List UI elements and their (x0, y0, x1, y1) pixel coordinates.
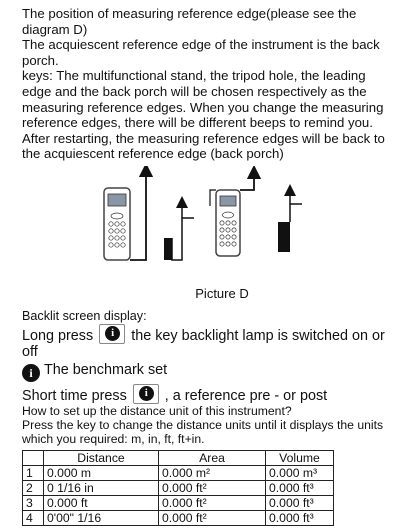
header-cell: Distance (44, 450, 159, 465)
table-header-row (23, 450, 334, 465)
table-cell: 2 (23, 480, 44, 495)
header-cell (23, 450, 44, 465)
info-key-button[interactable] (99, 324, 125, 344)
table-cell: 0.000 ft² (159, 510, 266, 525)
info-key-button[interactable] (133, 384, 159, 404)
device-1-icon (104, 188, 130, 260)
backlit-heading: Backlit screen display: (22, 308, 147, 323)
figure-caption: Picture D (195, 285, 249, 301)
info-icon: i (105, 326, 120, 341)
table-row (23, 465, 334, 480)
intro-paragraph-1: The position of measuring reference edge(please see the diagram D) (22, 6, 357, 37)
info-icon: i (22, 364, 40, 382)
long-press-label: Long press (22, 327, 94, 344)
leading-edge-arrow (240, 172, 254, 190)
back-porch-arrow (130, 170, 146, 260)
table-cell: 0.000 ft³ (266, 495, 334, 510)
table-cell: 3 (23, 495, 44, 510)
table-cell: 0.000 ft³ (266, 480, 334, 495)
table-cell: 4 (23, 510, 44, 525)
header-cell: Area (159, 450, 266, 465)
benchmark-line (22, 362, 392, 382)
benchmark-label: The benchmark set (44, 361, 168, 378)
units-description: Press the key to change the distance units until it displays the units which you required: m, in, ft, ft+in. (22, 417, 384, 446)
reference-edge-diagram (22, 166, 392, 284)
intro-paragraph-4: After restarting, the measuring reference edges will be back to the acquiescent reference edge (back porch) (22, 130, 385, 162)
short-press-label: Short time press (22, 387, 127, 404)
device-2-icon (210, 190, 240, 256)
manual-page (22, 6, 392, 526)
short-press-line (22, 384, 392, 404)
units-question: How to set up the distance unit of this instrument? (22, 403, 292, 418)
table-cell: 0.000 ft² (159, 480, 266, 495)
table-cell: 0.000 m (44, 465, 159, 480)
stand-1-icon (164, 202, 194, 260)
table-cell: 0 1/16 in (44, 480, 159, 495)
info-icon: i (139, 386, 154, 401)
stand-2-icon (278, 190, 302, 252)
intro-paragraph-3: keys: The multifunctional stand, the tripod hole, the leading edge and the back porch will be chosen respectively as the measuring reference edges. When you change the measuring reference edges, there will be different beeps to remind you. (22, 68, 384, 131)
long-press-line (22, 324, 392, 360)
table-cell: 1 (23, 465, 44, 480)
short-press-desc: , a reference pre - or post (164, 387, 328, 404)
diagram-svg (22, 166, 392, 284)
header-cell: Volume (266, 450, 334, 465)
table-row (23, 480, 334, 495)
long-press-desc: the key backlight lamp is switched on or off (22, 327, 385, 360)
units-table (22, 450, 334, 526)
table-row (23, 495, 334, 510)
table-cell: 0.000 ft (44, 495, 159, 510)
table-cell: 0.000 m² (159, 465, 266, 480)
intro-paragraph-2: The acquiescent reference edge of the instrument is the back porch. (22, 37, 380, 68)
table-row (23, 510, 334, 525)
table-cell: 0.000 m³ (266, 465, 334, 480)
table-cell: 0'00" 1/16 (44, 510, 159, 525)
table-cell: 0.000 ft³ (266, 510, 334, 525)
table-cell: 0.000 ft² (159, 495, 266, 510)
